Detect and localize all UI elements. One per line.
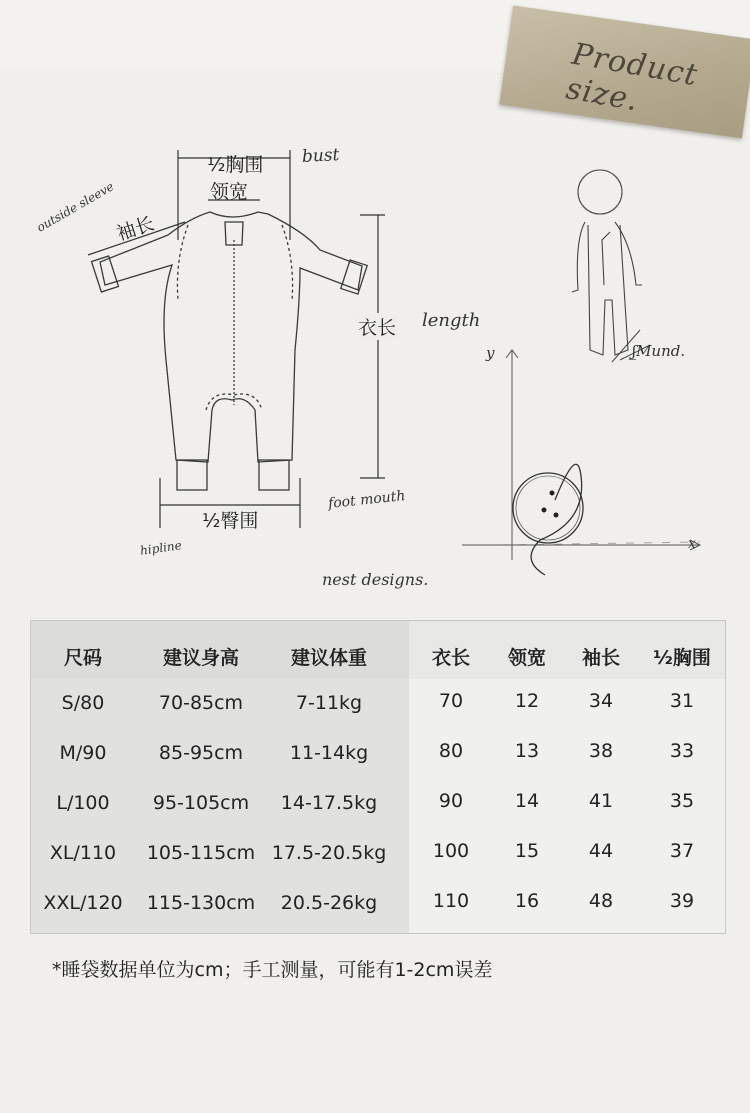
table-row-cell: 115-130cm (146, 892, 256, 914)
table-row-cell: 11-14kg (289, 742, 369, 764)
header-size: 尺码 (63, 647, 102, 669)
table-row-cell: XL/110 (49, 842, 117, 864)
table-row-cell: 17.5-20.5kg (271, 842, 387, 864)
table-row-cell: 16 (514, 890, 540, 912)
table-row-cell: 70 (438, 690, 464, 712)
product-size-tag: Product size. (563, 36, 701, 119)
nest-designs-note: nest designs. (322, 570, 429, 589)
table-row-cell: 105-115cm (146, 842, 256, 864)
table-row-cell: 41 (588, 790, 614, 812)
outside-sleeve-note: outside sleeve (34, 179, 117, 235)
half-hip-label: ½臀围 (202, 510, 259, 532)
table-row-cell: 7-11kg (295, 692, 363, 714)
table-row-cell: 15 (514, 840, 540, 862)
foot-mouth-note: foot mouth (327, 487, 407, 513)
table-row-cell: 90 (438, 790, 464, 812)
table-row-cell: 38 (588, 740, 614, 762)
header-length: 衣长 (431, 647, 470, 669)
table-row-cell: XXL/120 (43, 892, 123, 914)
table-row-cell: 12 (514, 690, 540, 712)
table-row-cell: 35 (669, 790, 695, 812)
table-row-cell: 33 (669, 740, 695, 762)
sleeve-length-label: 袖长 (113, 212, 157, 246)
table-row-cell: 34 (588, 690, 614, 712)
table-row-cell: 100 (432, 840, 470, 862)
table-row-cell: 85-95cm (158, 742, 244, 764)
table-row-cell: 31 (669, 690, 695, 712)
header-bust: ½胸围 (653, 647, 711, 669)
table-row-cell: 70-85cm (158, 692, 244, 714)
table-row-cell: 13 (514, 740, 540, 762)
bust-note: bust (301, 145, 340, 167)
header-height: 建议身高 (162, 647, 239, 669)
table-row-cell: 95-105cm (152, 792, 250, 814)
signature: ʃ̲Mund. (632, 342, 686, 360)
table-row-cell: 14-17.5kg (280, 792, 378, 814)
length-note: length (422, 310, 481, 331)
measurement-note: *睡袋数据单位为cm；手工测量，可能有1-2cm误差 (52, 959, 493, 981)
table-row-cell: 110 (432, 890, 470, 912)
header-collar: 领宽 (507, 647, 546, 669)
table-row-cell: 44 (588, 840, 614, 862)
y-axis-label: y (486, 344, 495, 362)
length-label: 衣长 (356, 313, 398, 340)
table-row-cell: S/80 (61, 692, 105, 714)
x-axis-label: x (688, 536, 696, 552)
header-sleeve: 袖长 (581, 647, 620, 669)
half-bust-label: ½胸围 (207, 154, 264, 176)
hipline-note: hipline (139, 538, 183, 558)
header-weight: 建议体重 (290, 647, 367, 669)
table-row-cell: 80 (438, 740, 464, 762)
table-row-cell: L/100 (56, 792, 110, 814)
collar-width-label: 领宽 (210, 181, 249, 203)
table-row-cell: 48 (588, 890, 614, 912)
size-table (30, 620, 726, 934)
table-row-cell: 20.5-26kg (280, 892, 378, 914)
table-row-cell: 39 (669, 890, 695, 912)
table-row-cell: 37 (669, 840, 695, 862)
table-row-cell: 14 (514, 790, 540, 812)
table-row-cell: M/90 (59, 742, 107, 764)
